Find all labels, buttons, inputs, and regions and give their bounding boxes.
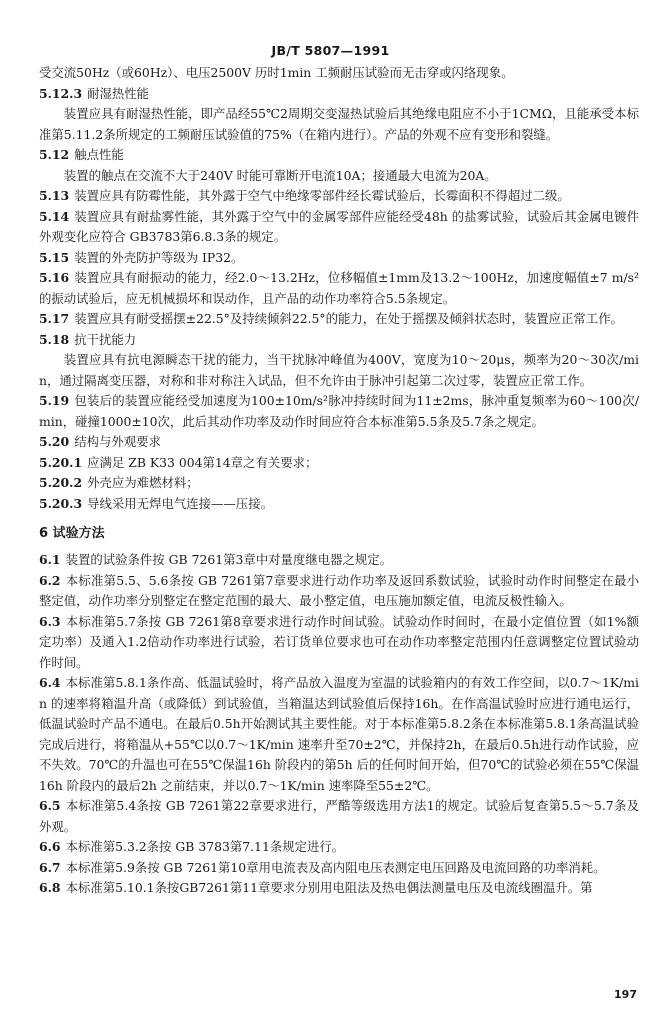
clause-text: 装置的试验条件按 GB 7261第3章中对量度继电器之规定。 bbox=[65, 552, 393, 567]
clause-text: 受交流50Hz（或60Hz）、电压2500V 历时1min 工频耐压试验而无击穿或闪络现象。 bbox=[39, 65, 514, 80]
paragraph bbox=[39, 673, 639, 796]
clause-number: 5.12 bbox=[39, 147, 70, 162]
paragraph bbox=[39, 473, 639, 494]
paragraph bbox=[39, 550, 639, 571]
clause-text: 抗干扰能力 bbox=[74, 331, 137, 347]
paragraph bbox=[39, 612, 639, 674]
paragraph bbox=[39, 104, 639, 145]
paragraph bbox=[39, 63, 639, 84]
standard-header: JB/T 5807—1991 bbox=[271, 43, 390, 58]
clause-text: 装置的外壳防护等级为 IP32。 bbox=[74, 249, 244, 265]
clause-text: 装置应具有耐受摇摆±22.5°及持续倾斜22.5°的能力，在处于摇摆及倾斜状态时，装置应正常工作。 bbox=[74, 311, 623, 326]
clause-number: 5.12.3 bbox=[39, 85, 83, 101]
clause-text: 装置应具有防霉性能，其外露于空气中绝缘零部件经长霉试验后，长霉面积不得超过二级。 bbox=[74, 188, 570, 203]
clause-number: 5.20.2 bbox=[39, 475, 83, 490]
clause-number: 5.20.1 bbox=[39, 454, 83, 470]
clause-number: 6.6 bbox=[39, 839, 61, 854]
clause-text: 本标准第5.9条按 GB 7261第10章用电流表及高内阻电压表测定电压回路及电流回路的功率消耗。 bbox=[65, 859, 606, 875]
clause-number: 6.2 bbox=[39, 572, 61, 588]
paragraph bbox=[39, 145, 639, 166]
clause-text: 装置应具有抗电源瞬态干扰的能力，当干扰脉冲峰值为400V，宽度为10～20μs，频率为20～30次/min，通过隔离变压器，对称和非对称注入试品，但不允许由于脉冲引起第二次过零，装置应正常工作。 bbox=[39, 352, 639, 388]
clause-number: 6.7 bbox=[39, 859, 61, 875]
paragraph bbox=[39, 166, 639, 187]
paragraph bbox=[39, 837, 639, 858]
requirements-section bbox=[39, 63, 639, 514]
paragraph bbox=[39, 207, 639, 248]
clause-number: 5.20 bbox=[39, 434, 70, 449]
clause-text: 本标准第5.3.2条按 GB 3783第7.11条规定进行。 bbox=[65, 839, 345, 854]
test-methods-section bbox=[39, 550, 639, 899]
paragraph bbox=[39, 878, 639, 899]
clause-text: 结构与外观要求 bbox=[74, 434, 161, 449]
paragraph bbox=[39, 84, 639, 105]
clause-text: 装置应具有耐盐雾性能，其外露于空气中的金属零部件应能经受48h 的盐雾试验，试验后其金属电镀件外观变化应符合 GB3783第6.8.3条的规定。 bbox=[39, 208, 639, 244]
clause-text: 耐湿热性能 bbox=[87, 85, 150, 101]
clause-number: 5.19 bbox=[39, 393, 70, 408]
paragraph bbox=[39, 391, 639, 432]
paragraph bbox=[39, 571, 639, 612]
paragraph bbox=[39, 330, 639, 351]
paragraph bbox=[39, 432, 639, 453]
document-body bbox=[39, 63, 639, 899]
clause-text: 导线采用无焊电气连接——压接。 bbox=[87, 495, 273, 511]
paragraph bbox=[39, 186, 639, 207]
clause-text: 触点性能 bbox=[74, 147, 124, 162]
clause-text: 本标准第5.10.1条按GB7261第11章要求分别用电阻法及热电偶法测量电压及电流线圈温升。第 bbox=[65, 880, 593, 895]
clause-text: 装置的触点在交流不大于240V 时能可靠断开电流10A；接通最大电流为20A。 bbox=[63, 167, 497, 183]
clause-text: 本标准第5.8.1条作高、低温试验时，将产品放入温度为室温的试验箱内的有效工作空间，以0.7～1K/min 的速率将箱温升高（或降低）到试验值，当箱温达到试验值后保持16h。在作高温试验时应进行通电运行，低温试验时产品不通电。在最后0.5h开始测试其主要性能。对于本标准第5.8.2条在本标准第5.8.1条高温试验完成后进行，将箱温从+55℃以0.7～1K/min 速率升至70±2℃，并保持2h，在最后0.5h进行动作试验，应不失效。70℃的升温也可在55℃保温16h 阶段内的第5h 后的任何时间开始，但70℃的试验必须在55℃保温16h 阶段内的最后2h 之前结束，并以0.7～1K/min 速率降至55±2℃。 bbox=[39, 675, 639, 793]
paragraph bbox=[39, 350, 639, 391]
clause-number: 6.1 bbox=[39, 552, 61, 567]
clause-number: 5.14 bbox=[39, 208, 70, 224]
clause-text: 装置应具有耐振动的能力，经2.0～13.2Hz，位移幅值±1mm及13.2～100Hz，加速度幅值±7 m/s²的振动试验后，应无机械损坏和误动作，且产品的动作功率符合5.5条规定。 bbox=[39, 270, 639, 306]
section-heading: 6 试验方法 bbox=[39, 526, 105, 541]
clause-number: 6.5 bbox=[39, 798, 61, 813]
paragraph bbox=[39, 858, 639, 879]
clause-number: 6.4 bbox=[39, 675, 61, 690]
paragraph bbox=[39, 796, 639, 837]
clause-number: 5.18 bbox=[39, 331, 70, 347]
clause-text: 装置应具有耐湿热性能，即产品经55℃2周期交变湿热试验后其绝缘电阻应不小于1CMΩ，且能承受本标准第5.11.2条所规定的工频耐压试验值的75%（在箱内进行）。产品的外观不应有变形和裂缝。 bbox=[39, 106, 639, 142]
clause-number: 5.16 bbox=[39, 270, 70, 285]
clause-number: 5.20.3 bbox=[39, 495, 83, 511]
paragraph bbox=[39, 248, 639, 269]
clause-number: 5.13 bbox=[39, 188, 70, 203]
clause-text: 应满足 ZB K33 004第14章之有关要求； bbox=[87, 454, 318, 470]
clause-number: 6.8 bbox=[39, 880, 61, 895]
clause-number: 5.17 bbox=[39, 311, 70, 326]
clause-text: 外壳应为难燃材料； bbox=[87, 475, 199, 490]
clause-text: 本标准第5.7条按 GB 7261第8章要求进行动作时间试验。试验动作时间时，在最小定值位置（如1%额定功率）及通入1.2倍动作功率进行试验，若订货单位要求也可在动作功率整定范围内任意调整定位置试验动作时间。 bbox=[39, 613, 639, 670]
clause-text: 本标准第5.5、5.6条按 GB 7261第7章要求进行动作功率及返回系数试验，试验时动作时间整定在最小整定值，动作功率分别整定在整定范围的最大、最小整定值，电压施加额定值，电流反极性输入。 bbox=[39, 572, 639, 608]
paragraph bbox=[39, 494, 639, 515]
page-number: 197 bbox=[614, 988, 637, 1001]
clause-number: 5.15 bbox=[39, 249, 70, 265]
paragraph bbox=[39, 268, 639, 309]
clause-number: 6.3 bbox=[39, 613, 61, 629]
paragraph bbox=[39, 309, 639, 330]
paragraph bbox=[39, 453, 639, 474]
clause-text: 本标准第5.4条按 GB 7261第22章要求进行，严酷等级选用方法1的规定。试验后复查第5.5～5.7条及外观。 bbox=[39, 798, 639, 834]
clause-text: 包装后的装置应能经受加速度为100±10m/s²脉冲持续时间为11±2ms，脉冲重复频率为60～100次/min，碰撞1000±10次，此后其动作功率及动作时间应符合本标准第5.5条及5.7条之规定。 bbox=[39, 393, 639, 429]
